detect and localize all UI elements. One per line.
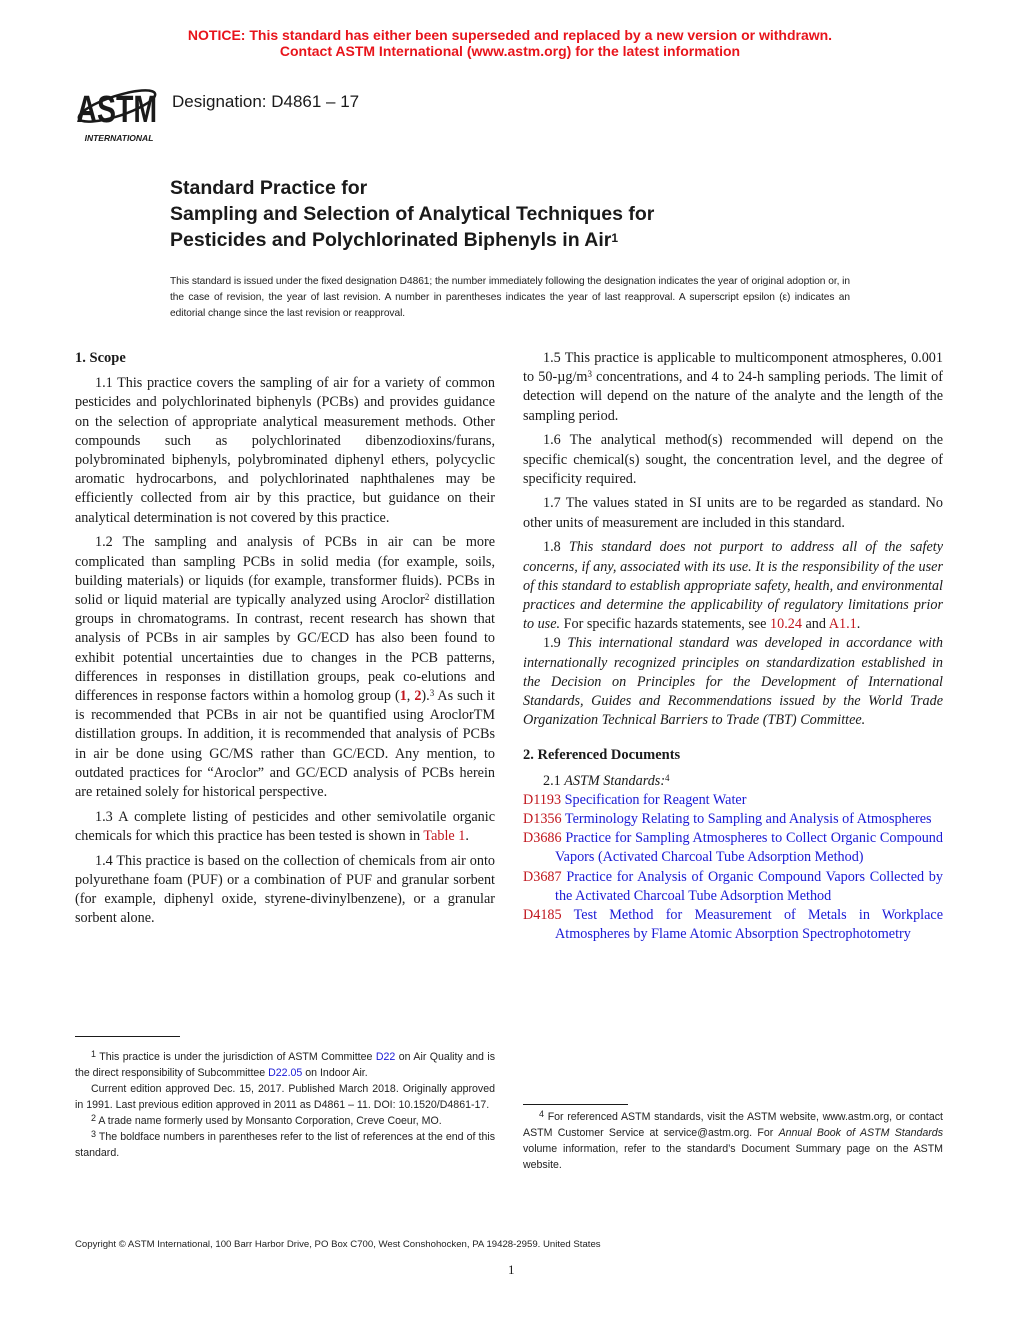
right-column [523, 349, 943, 944]
paragraph-1-5: 1.5 This practice is applicable to multicomponent atmospheres, 0.001 to $50-\mu g/m^3$ concentrations, and 4 to 24-h sampling periods. The limit of detection will depend on the nature of the analyte and the length of the sampling period. [523, 350, 943, 424]
paragraph-1-7: 1.7 The values stated in SI units are to be regarded as standard. No other units of measurement are included in this standard. [523, 495, 943, 531]
paragraph-1-8: 1.8 This standard does not purport to address all of the safety concerns, if any, associated with its use. It is the responsibility of the user of this standard to establish appropriate safety, health, and environmental practices and determine the applicability of regulatory limitations prior to use. For specific hazards statements, see 10.24 and A1.1. [523, 539, 943, 633]
annex-a1-1-link[interactable]: A1.1 [828, 616, 857, 633]
footnote-2: $^2$ A trade name formerly used by Monsanto Corporation, Creve Coeur, MO. [91, 1113, 442, 1127]
notice-line-1: NOTICE: This standard has either been superseded and replaced by a new version or withdrawn. [187, 27, 833, 43]
footnotes-right [523, 1109, 943, 1173]
footnote-divider-left [75, 1036, 180, 1037]
footnote-marker: 1 [611, 231, 619, 245]
svg-text:ASTM: ASTM [76, 89, 158, 132]
referenced-standard-d3686 [523, 829, 943, 867]
astm-logo-icon [74, 74, 160, 144]
intro-paragraph: This standard is issued under the fixed designation D4861; the number immediately following the designation indicates the year of original adoption or, in the case of revision, the year of last revision. A number in parentheses indicates the year of last reapproval. A superscript epsilon (ε) indicates an editorial change since the last revision or reapproval. [170, 276, 850, 319]
notice-line-2: Contact ASTM International (www.astm.org) for the latest information [279, 43, 741, 59]
paragraph-1-9: 1.9 This international standard was developed in accordance with internationally recognized principles on standardization established in the Decision on Principles for the Development of International Standards, Guides and Recommendations issued by the World Trade Organization Technical Barriers to Trade (TBT) Committee. [523, 635, 943, 729]
subcommittee-d22-05-link[interactable]: D22.05 [268, 1067, 303, 1079]
standard-title-link[interactable]: Practice for Sampling Atmospheres to Collect Organic Compound Vapors (Activated Charcoal Tube Adsorption Method) [555, 830, 943, 866]
standard-title-link[interactable]: Specification for Reagent Water [561, 791, 747, 808]
standard-code-link[interactable]: D4185 [523, 906, 562, 923]
left-column [75, 349, 495, 934]
astm-standards-subheading: 2.1 ASTM Standards:$^4$ [543, 772, 670, 789]
table-1-link[interactable]: Table 1 [423, 827, 466, 844]
paragraph-1-2: 1.2 The sampling and analysis of PCBs in air can be more complicated than sampling PCBs in solid media (for example, soils, building materials) or liquids (for example, transformer fluids). PCBs in solid or liquid material are typically analyzed using Aroclor$^2$ distillation groups in chromatograms. In contrast, recent research has shown that analysis of PCBs in air samples by GC/ECD has also been found to exhibit potential uncertainties due to changes in the PCB patterns, differences in responses in distillation groups, peak co-elutions and differences in response factors within a homolog group (1, 2).$^3$ As such it is recommended that PCBs in air not be quantified using AroclorTM distillation groups. In addition, it is recommended that analysis of PCBs in air be done using GC/MS rather than GC/ECD. Any mention, to outdated practices for “Aroclor” and GC/ECD analysis of PCBs herein are retained solely for historical perspective. [75, 534, 495, 800]
committee-d22-link[interactable]: D22 [375, 1051, 396, 1063]
astm-logo [74, 74, 160, 144]
svg-text:INTERNATIONAL: INTERNATIONAL [84, 133, 154, 143]
standard-title-link[interactable]: Terminology Relating to Sampling and Analysis of Atmospheres [561, 810, 932, 827]
paragraph-1-3: 1.3 A complete listing of pesticides and other semivolatile organic chemicals for which this practice has been tested is shown in Table 1. [75, 808, 495, 844]
footnote-divider-right [523, 1104, 628, 1105]
designation: Designation: D4861 – 17 [172, 92, 360, 111]
footnotes-left [75, 1049, 495, 1161]
section-heading-referenced-documents: 2. Referenced Documents [523, 747, 681, 764]
reference-link-2[interactable]: 2 [414, 687, 422, 704]
standard-code-link[interactable]: D3687 [523, 868, 562, 885]
document-title [170, 175, 654, 253]
copyright-notice: Copyright © ASTM International, 100 Barr Harbor Drive, PO Box C700, West Conshohocken, PA 19428-2959. United States [75, 1239, 601, 1250]
reference-link-1[interactable]: 1 [399, 687, 407, 704]
standard-code-link[interactable]: D3686 [523, 830, 562, 847]
edition-note: Current edition approved Dec. 15, 2017. Published March 2018. Originally approved in 1991. Last previous edition approved in 2011 as D4861 – 11. DOI: 10.1520/D4861-17. [75, 1083, 495, 1111]
standard-code-link[interactable]: D1356 [523, 810, 562, 827]
section-10-24-link[interactable]: 10.24 [770, 616, 802, 633]
standard-code-link[interactable]: D1193 [523, 791, 562, 808]
page-number: 1 [508, 1262, 515, 1277]
footnote-4: $^4$ For referenced ASTM standards, visit the ASTM website, www.astm.org, or contact ASTM Customer Service at service@astm.org. For Annual Book of ASTM Standards volume information, refer to the standard’s Document Summary page on the ASTM website. [523, 1109, 943, 1171]
withdrawal-notice [0, 27, 1020, 59]
referenced-standard-d1356 [523, 810, 943, 829]
paragraph-1-4: 1.4 This practice is based on the collection of chemicals from air onto polyurethane foam (PUF) or a combination of PUF and granular sorbent (for example, diphenyl oxide, styrene-divinylbenzene), or a granular sorbent alone. [75, 852, 495, 927]
standard-title-link[interactable]: Practice for Analysis of Organic Compound Vapors Collected by the Activated Charcoal Tube Adsorption Method [555, 868, 943, 904]
paragraph-1-1: 1.1 This practice covers the sampling of air for a variety of common pesticides and polychlorinated biphenyls (PCBs) and provides guidance on the selection of appropriate analytical measurement methods. Other compounds such as polychlorinated dibenzodioxins/furans, polybrominated biphenyls, polybrominated diphenyl ethers, polycyclic aromatic hydrocarbons, and polychlorinated naphthalenes may be efficiently collected from air by this practice, but guidance on their analytical determination is not covered by this practice. [75, 375, 495, 526]
title-line-3: Pesticides and Polychlorinated Biphenyls in Air$^1$ [170, 229, 619, 251]
footnote-3: $^3$ The boldface numbers in parentheses refer to the list of references at the end of this standard. [75, 1129, 495, 1159]
footnote-1: $^1$ This practice is under the jurisdiction of ASTM Committee D22 on Air Quality and is the direct responsibility of Subcommittee D22.05 on Indoor Air. [75, 1049, 495, 1079]
section-heading-scope: 1. Scope [75, 350, 126, 366]
referenced-standard-d1193 [523, 791, 943, 810]
paragraph-1-6: 1.6 The analytical method(s) recommended will depend on the specific chemical(s) sought, the concentration level, and the degree of specificity required. [523, 432, 943, 487]
title-line-2: Sampling and Selection of Analytical Techniques for [170, 203, 655, 225]
referenced-standard-d4185 [523, 906, 943, 944]
standard-title-link[interactable]: Test Method for Measurement of Metals in Workplace Atmospheres by Flame Atomic Absorption Spectrophotometry [555, 906, 943, 943]
referenced-standard-d3687 [523, 868, 943, 906]
title-line-1: Standard Practice for [170, 177, 368, 199]
